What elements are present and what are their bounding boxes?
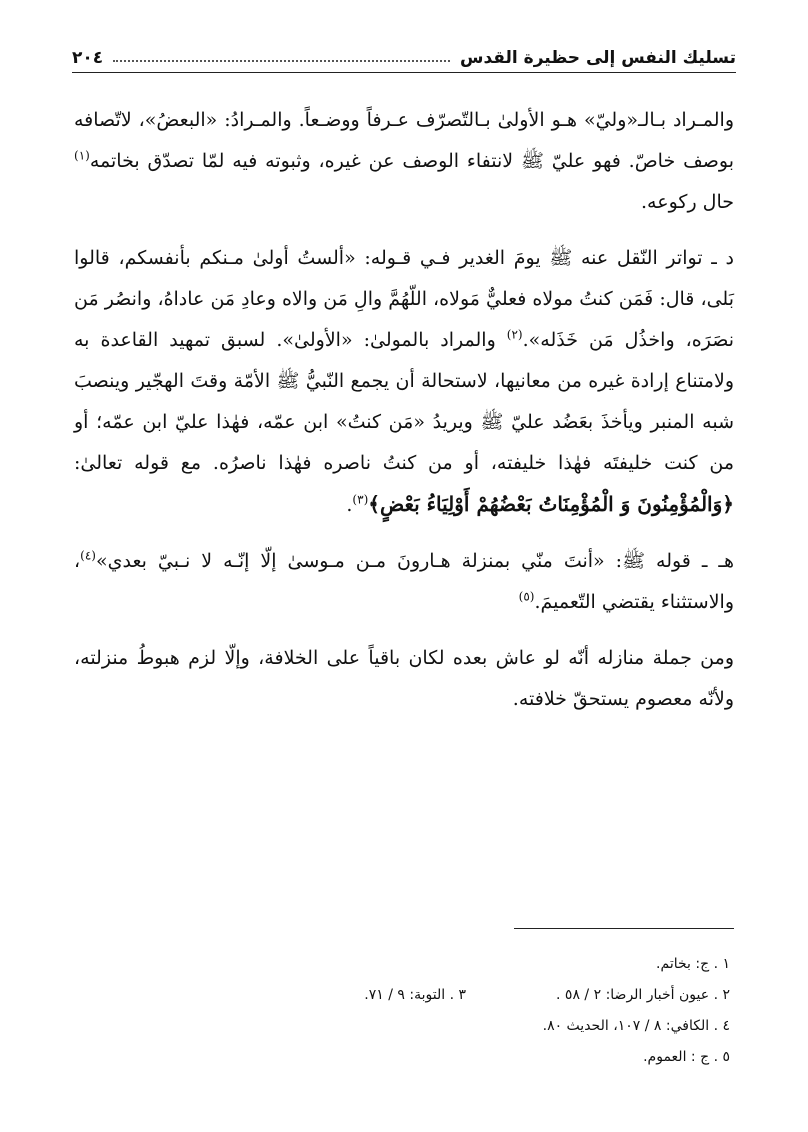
header-dot-leader [113, 60, 450, 62]
footnote-3: ٣ . التوبة: ٩ / ٧١. [364, 986, 467, 1003]
footnote-ref-1[interactable]: (١) [74, 148, 90, 163]
paragraph-3-middle: ، والاستثناء يقتضي التّعميمَ. [74, 550, 734, 613]
paragraph-3-text: هـ ـ قوله ﷺ: «أنتَ منّي بمنزلة هـارونَ مـن مـوسىٰ إلّا إنّـه لا نـبيّ بعدي» [95, 550, 734, 572]
paragraph-2-text: د ـ تواتر النّقل عنه ﷺ يومَ الغدير فـي قـوله: «ألستُ أولىٰ مـنكم بأنفسكم، قالوا بَلى، قال: فَمَن كنتُ مولاه فعليٌّ مَولاه، اللّهُمَّ والِ مَن والاه وعادِ مَن عاداهُ، وانصُر مَن نصَرَه، واخذُل مَن خَذَله». [74, 247, 734, 351]
footnotes [74, 948, 730, 1072]
paragraph-1 [74, 100, 734, 223]
running-title: تسليك النفس إلى حظيرة القدس [460, 48, 736, 68]
paragraph-1-tail: حال ركوعه. [641, 191, 734, 213]
paragraph-3 [74, 541, 734, 623]
paragraph-2-tail: . [346, 494, 353, 516]
footnote-row [74, 948, 730, 979]
paragraph-1-text: والمـراد بـالـ«وليّ» هـو الأولىٰ بـالتّصرّف عـرفاً ووضـعاً. والمـرادُ: «البعضُ»، لاتّصافه بوصف خاصّ. فهو عليّ ﷺ لانتفاء الوصف عن غيره، وثبوته فيه لمّا تصدّق بخاتمه [74, 109, 734, 172]
footnote-1: ١ . ج: بخاتم. [656, 955, 730, 972]
paragraph-4: ومن جملة منازله أنّه لو عاش بعده لكان باقياً على الخلافة، وإلّا لزم هبوطُ منزلته، ولأنّه معصوم يستحقّ خلافته. [74, 647, 734, 710]
footnote-4: ٤ . الكافي: ٨ / ١٠٧، الحديث ٨٠. [542, 1017, 730, 1034]
page-header [72, 38, 736, 73]
paragraph-2-middle: والمراد بالمولىٰ: «الأولىٰ». لسبق تمهيد القاعدة به ولامتناع إرادة غيره من معانيها، لاستحالة أن يجمع النّبيُّ ﷺ الأمّة وقتَ الهجّير وينصبَ شبه المنبر ويأخذَ بعَضُد عليّ ﷺ ويريدُ «مَن كنتُ» ابن عمّه، فهٰذا عليّ ابن عمّه؛ أو من كنت خليفتَه فهٰذا خليفته، أو من كنتُ ناصره فهٰذا ناصرُه. مع قوله تعالىٰ: [74, 329, 734, 474]
footnote-row [74, 979, 730, 1010]
footnote-ref-2[interactable]: (٢) [506, 327, 523, 342]
main-text [74, 100, 734, 735]
footnote-2: ٢ . عيون أخبار الرضا: ٢ / ٥٨ . [556, 986, 730, 1003]
footnote-5: ٥ . ج : العموم. [643, 1048, 730, 1065]
footnote-row [74, 1041, 730, 1072]
footnote-row [74, 1010, 730, 1041]
footnote-ref-5[interactable]: (٥) [518, 589, 535, 604]
page-number: ٢٠٤ [72, 48, 104, 68]
footnote-ref-3[interactable]: (٣) [352, 492, 369, 507]
quran-verse: ﴿وَالْمُؤْمِنُونَ وَ الْمُؤْمِنَاتُ بَعْضُهُمْ أَوْلِيَاءُ بَعْضٍ﴾ [368, 492, 734, 516]
footnote-ref-4[interactable]: (٤) [80, 548, 96, 563]
footnote-divider [514, 928, 734, 929]
paragraph-2 [74, 238, 734, 526]
